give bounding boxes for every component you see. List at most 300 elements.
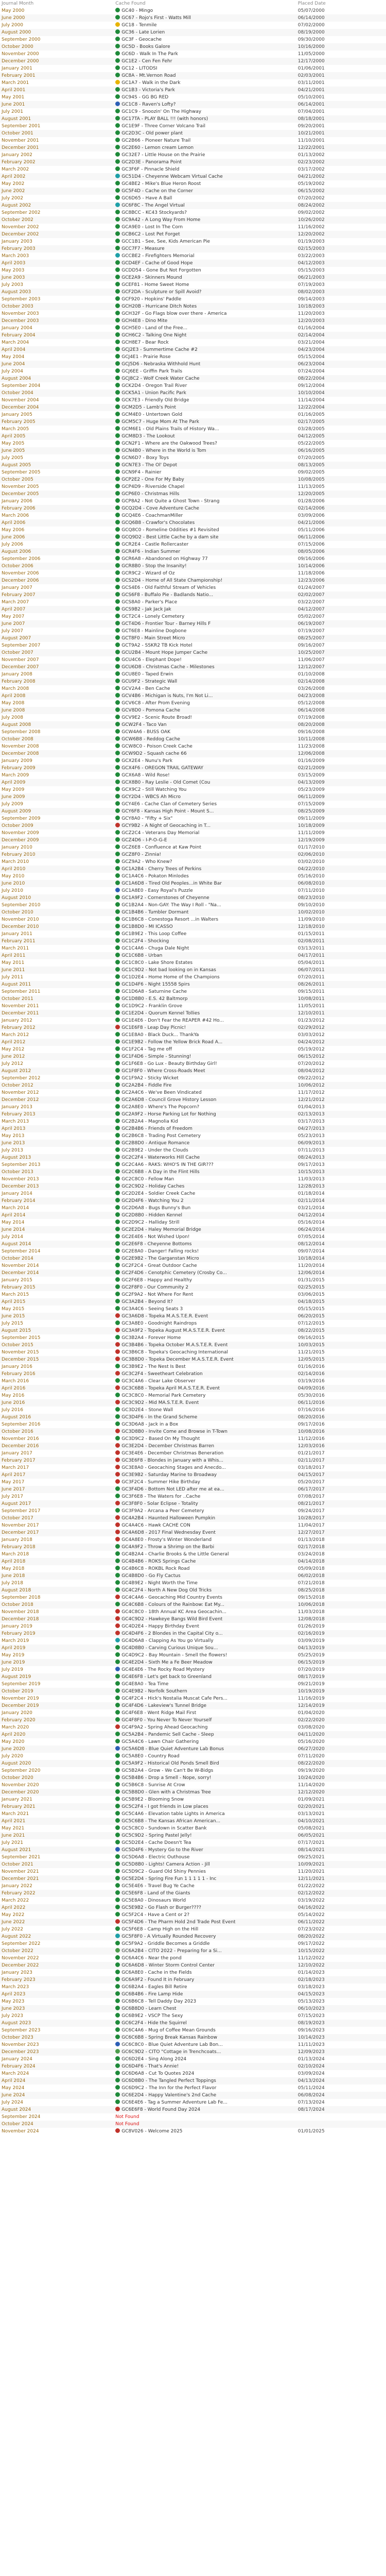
cache-name-link[interactable]: GCU9F2 - Strategic Wall <box>121 679 178 684</box>
cache-name-link[interactable]: GCH32F - Go Flags blow over there - America <box>121 311 227 316</box>
cache-name-link[interactable]: GC2C8C0 - Fellow Man <box>121 1177 174 1182</box>
cache-name-link[interactable]: GC3F4D6 - Bottom Not LED after me at ea... <box>121 1487 224 1492</box>
cache-name-link[interactable]: GCJ4E1 - Prairie Rose <box>121 354 171 360</box>
cache-name-link[interactable]: GC4D4F6 - 2 Blondes in the Capital City o... <box>121 1631 223 1636</box>
cache-name-link[interactable]: GC1A6D8 - Tired Old Peoples...in White Bar <box>121 881 222 886</box>
cache-name-link[interactable]: GC4A8E0 - Frosty's Winter Wonderland <box>121 1537 212 1543</box>
cache-name-link[interactable]: GC3A4C6 - Seeing Seats 3 <box>121 1307 183 1312</box>
cache-name-link[interactable]: GC1B9E2 - This Loop Coffee <box>121 931 187 937</box>
cache-name-link[interactable]: GC1B6C8 - Conestoga Resort ...in Walters <box>121 917 219 922</box>
cache-name-link[interactable]: GCP4D9 - Riverside Chapel <box>121 484 185 489</box>
cache-name-link[interactable]: GC5B4B6 - Drop a Smell - Nope, sorry! <box>121 1775 212 1781</box>
cache-name-link[interactable]: GCM6E1 - Old Plains Trails of History Wa... <box>121 427 219 432</box>
cache-name-link[interactable]: GC1C9 - Snoozin' On The Highway <box>121 109 202 114</box>
cache-name-link[interactable]: GC5B9E2 - Blooming Snow <box>121 1797 184 1802</box>
cache-found[interactable] <box>114 1984 296 1991</box>
cache-name-link[interactable]: GC2C9D2 - Holiday Caches <box>121 1184 185 1189</box>
cache-found[interactable] <box>114 1782 296 1789</box>
cache-name-link[interactable]: GC2C2F4 - Waterworks Hill Cache <box>121 1155 200 1160</box>
cache-name-link[interactable]: GC4A6D8 - 2017 Final Wednesday Event <box>121 1530 216 1535</box>
cache-name-link[interactable]: GCF920 - Hopkins' Paddle <box>121 297 182 302</box>
cache-name-link[interactable]: GC4B2A4 - Charlie Brooks & the Little General <box>121 1552 229 1557</box>
cache-found[interactable] <box>114 1587 296 1594</box>
cache-found[interactable] <box>114 1940 296 1947</box>
cache-name-link[interactable]: GCY4E6 - Cache Clan of Cemetery Series <box>121 802 217 807</box>
cache-name-link[interactable]: GCK7E3 - Friendly Old Bridge <box>121 398 189 403</box>
cache-name-link[interactable]: GCS6F8 - Buffalo Pie - Badlands Natio... <box>121 592 214 598</box>
cache-found[interactable] <box>114 1529 296 1536</box>
cache-name-link[interactable]: GC2B8D0 - Antique Romance <box>121 1141 190 1146</box>
cache-found[interactable] <box>114 793 296 801</box>
cache-found[interactable] <box>114 2027 296 2034</box>
cache-name-link[interactable]: GC5E8A0 - Dinosaurs World <box>121 1898 186 1903</box>
cache-found[interactable] <box>114 620 296 628</box>
cache-found[interactable] <box>114 397 296 404</box>
cache-found[interactable] <box>114 757 296 765</box>
cache-found[interactable] <box>114 289 296 296</box>
cache-found[interactable] <box>114 1313 296 1320</box>
cache-name-link[interactable]: GC4E4E6 - The Rocky Road Mystery <box>121 1667 205 1672</box>
cache-name-link[interactable]: GCB6C2 - Lost Pet Forget <box>121 232 180 237</box>
cache-name-link[interactable]: GCH8E7 - Bear Rock <box>121 340 169 345</box>
cache-name-link[interactable]: GC6E2D4 - Happy Valentine's 2nd Cache <box>121 2093 217 2098</box>
cache-found[interactable] <box>114 368 296 375</box>
cache-name-link[interactable]: GC3B2A4 - Forever Home <box>121 1335 181 1341</box>
cache-found[interactable] <box>114 1003 296 1010</box>
cache-name-link[interactable]: GC1E6F8 - Leap Day Picnic! <box>121 1025 186 1030</box>
cache-name-link[interactable]: GC4F4D6 - Lakeview's Tunnel Bridge <box>121 1703 206 1708</box>
cache-name-link[interactable]: GC1F9A2 - Sticky Wicket <box>121 1076 179 1081</box>
cache-name-link[interactable]: GC1F8F0 - Where Cross-Roads Meet <box>121 1069 205 1074</box>
cache-found[interactable] <box>114 296 296 303</box>
cache-name-link[interactable]: GC2B66 - Pioneer Nature Trail <box>121 138 191 143</box>
cache-name-link[interactable]: GC1D2E4 - Home Home of the Champions <box>121 975 220 980</box>
cache-name-link[interactable]: GCX9C2 - Still Watching You <box>121 787 187 792</box>
cache-found[interactable] <box>114 1486 296 1493</box>
cache-name-link[interactable]: GC3E9B2 - Saturday Marine to Broadway <box>121 1472 217 1478</box>
cache-found[interactable] <box>114 2099 296 2106</box>
cache-found[interactable] <box>114 1544 296 1551</box>
cache-found[interactable] <box>114 981 296 988</box>
cache-name-link[interactable]: GCU2B4 - Mount Hope Jumper Cache <box>121 650 208 655</box>
cache-name-link[interactable]: GC6D4F6 - That's Annie! <box>121 2064 179 2069</box>
cache-found[interactable] <box>114 433 296 440</box>
cache-name-link[interactable]: GCV4B6 - Michigan is Nuts, I'm Not Li... <box>121 693 213 699</box>
cache-found[interactable] <box>114 1969 296 1976</box>
cache-name-link[interactable]: GC5D - Books Galore <box>121 44 170 49</box>
cache-found[interactable] <box>114 1428 296 1435</box>
cache-found[interactable] <box>114 1883 296 1890</box>
cache-name-link[interactable]: GC4F9A2 - Spring Ahead Geocaching <box>121 1725 208 1730</box>
cache-found[interactable] <box>114 1774 296 1782</box>
cache-name-link[interactable]: GCS8A0 - Parker's Place <box>121 600 178 605</box>
cache-name-link[interactable]: GC4C9D2 - Hawkeye Bangs Wild Bird Event <box>121 1617 223 1622</box>
cache-name-link[interactable]: GC5A2B4 - Pandemic Sell Cache - Sleep <box>121 1732 214 1737</box>
cache-name-link[interactable]: GC4C4A6 - Geocaching Mid Country Events <box>121 1595 222 1600</box>
cache-name-link[interactable]: GC5D4F6 - Mystery Go to the River <box>121 1848 203 1853</box>
cache-found[interactable] <box>114 404 296 411</box>
cache-name-link[interactable]: GC2E6F8 - Cheyenne Bottoms <box>121 1242 192 1247</box>
cache-found[interactable] <box>114 1233 296 1241</box>
cache-found[interactable] <box>114 65 296 72</box>
cache-found[interactable] <box>114 1717 296 1724</box>
cache-name-link[interactable]: GC3B8D0 - Topeka December M.A.S.T.E.R. Event <box>121 1357 234 1362</box>
cache-name-link[interactable]: GC3F6F - Pinnacle Shield <box>121 167 180 172</box>
cache-found[interactable] <box>114 1197 296 1205</box>
cache-found[interactable] <box>114 447 296 454</box>
cache-found[interactable] <box>114 1334 296 1342</box>
cache-found[interactable] <box>114 29 296 36</box>
cache-found[interactable] <box>114 1500 296 1507</box>
cache-found[interactable] <box>114 815 296 822</box>
cache-name-link[interactable]: GCX8B0 - Ray Leslie - Old Comet (Cou <box>121 780 210 785</box>
cache-found[interactable] <box>114 58 296 65</box>
cache-name-link[interactable]: GCCBE2 - Firefighters Memorial <box>121 253 195 259</box>
cache-found[interactable] <box>114 1219 296 1226</box>
cache-found[interactable] <box>114 1342 296 1349</box>
cache-name-link[interactable]: GC5F9A2 - Griddle Becomes a Griddle <box>121 1941 210 1946</box>
cache-found[interactable] <box>114 548 296 555</box>
cache-found[interactable] <box>114 1190 296 1197</box>
cache-found[interactable] <box>114 519 296 527</box>
cache-name-link[interactable]: GC6C6B8 - Spring Break Kansas Rainbow <box>121 2035 217 2040</box>
cache-found[interactable] <box>114 700 296 707</box>
cache-found[interactable] <box>114 599 296 606</box>
cache-found[interactable] <box>114 1976 296 1984</box>
cache-found[interactable] <box>114 1789 296 1796</box>
cache-name-link[interactable]: GCA9E0 - Lost In The Corn <box>121 225 183 230</box>
cache-found[interactable] <box>114 101 296 108</box>
cache-name-link[interactable]: GC94S - GG BG RED <box>121 95 169 100</box>
cache-name-link[interactable]: GC9A42 - A Long Way From Home <box>121 217 201 223</box>
cache-found[interactable] <box>114 87 296 94</box>
cache-name-link[interactable]: GC3D6A8 - Jack in a Box <box>121 1422 179 1427</box>
cache-found[interactable] <box>114 1666 296 1673</box>
cache-found[interactable] <box>114 858 296 866</box>
cache-found[interactable] <box>114 1580 296 1587</box>
cache-name-link[interactable]: GCX4F6 - OREGON TRAIL GATEWAY <box>121 766 204 771</box>
cache-found[interactable] <box>114 1464 296 1471</box>
cache-found[interactable] <box>114 50 296 58</box>
cache-name-link[interactable]: GC5F4D - Cache on the Corner <box>121 189 193 194</box>
cache-found[interactable] <box>114 1760 296 1767</box>
cache-name-link[interactable]: GC3E4E6 - December Christmas Beneration <box>121 1451 224 1456</box>
cache-found[interactable] <box>114 1645 296 1652</box>
cache-name-link[interactable]: GCV9E2 - Scenic Route Broad! <box>121 715 192 720</box>
cache-found[interactable] <box>114 1616 296 1623</box>
cache-found[interactable] <box>114 1205 296 1212</box>
cache-name-link[interactable]: GC2D2E4 - Soldier Creek Cache <box>121 1191 196 1196</box>
cache-name-link[interactable]: GC51D4 - Cheyenne Webcam Virtual Cache <box>121 174 223 179</box>
cache-found[interactable] <box>114 851 296 858</box>
cache-name-link[interactable]: GCN2F1 - Where are the Oakwood Trees? <box>121 441 217 446</box>
cache-found[interactable] <box>114 173 296 180</box>
cache-found[interactable] <box>114 151 296 159</box>
cache-name-link[interactable]: GC3D2E4 - Stone Wall <box>121 1408 173 1413</box>
cache-name-link[interactable]: GC5B6C8 - Sunrise At Crow <box>121 1783 185 1788</box>
cache-found[interactable] <box>114 281 296 289</box>
cache-name-link[interactable]: GC6D65 - Have A Ball <box>121 196 172 201</box>
cache-name-link[interactable]: GC5A6D8 - Blue Quiet Adventure Lab Bonus <box>121 1747 224 1752</box>
cache-name-link[interactable]: GC8V026 - Welcome 2025 <box>121 2129 183 2134</box>
cache-name-link[interactable]: GC4E2D4 - Sixth Me a Fe Beer Meadow <box>121 1660 213 1665</box>
cache-found[interactable] <box>114 1681 296 1688</box>
cache-found[interactable] <box>114 2041 296 2048</box>
cache-found[interactable] <box>114 1825 296 1832</box>
cache-found[interactable] <box>114 1385 296 1392</box>
cache-name-link[interactable]: GC2E2D4 - Haley Memorial Bridge <box>121 1227 201 1232</box>
cache-name-link[interactable]: GC5D8B0 - Lights! Camera Action - Jill <box>121 1862 210 1867</box>
cache-name-link[interactable]: GC2D3E - Panorama Point <box>121 160 182 165</box>
cache-name-link[interactable]: GC3E2D4 - December Christmas Barren <box>121 1444 215 1449</box>
cache-found[interactable] <box>114 707 296 714</box>
cache-found[interactable] <box>114 22 296 29</box>
cache-found[interactable] <box>114 930 296 938</box>
cache-name-link[interactable]: GC5E6F8 - Land of the Giants <box>121 1891 190 1896</box>
cache-name-link[interactable]: GCM8D3 - The Lookout <box>121 434 175 439</box>
cache-found[interactable] <box>114 224 296 231</box>
cache-name-link[interactable]: GC5B8D0 - Glen with a Christmas Tree <box>121 1790 211 1795</box>
cache-name-link[interactable]: GC1C4A6 - Chuga Dale Night <box>121 946 189 951</box>
cache-found[interactable] <box>114 1248 296 1255</box>
cache-found[interactable] <box>114 1075 296 1082</box>
cache-name-link[interactable]: GC6D6A8 - Cut To Quotes 2024 <box>121 2071 195 2076</box>
cache-found[interactable] <box>114 137 296 144</box>
cache-name-link[interactable]: GC6D2E4 - Sing Along 2024 <box>121 2057 187 2062</box>
cache-name-link[interactable]: GC5F2C4 - Have a Cent or 2? <box>121 1912 190 1918</box>
cache-name-link[interactable]: GCP2E2 - One For My Baby <box>121 477 184 482</box>
cache-found[interactable] <box>114 736 296 743</box>
cache-found[interactable] <box>114 959 296 967</box>
cache-name-link[interactable]: GCJ2E3 - Summertime Cache #2 <box>121 347 198 352</box>
cache-name-link[interactable]: GC3A8E0 - Goodnight Raindrops <box>121 1321 197 1326</box>
cache-name-link[interactable]: GC2D8B0 - Hidden Kennel <box>121 1213 183 1218</box>
cache-found[interactable] <box>114 260 296 267</box>
cache-found[interactable] <box>114 714 296 721</box>
cache-name-link[interactable]: GC3C9D2 - Mid MA.S.T.E.R. Event <box>121 1400 199 1405</box>
cache-name-link[interactable]: GC4D2E4 - Happy Birthday Event <box>121 1624 200 1629</box>
cache-name-link[interactable]: GCM4E0 - Untertown Gold <box>121 412 183 417</box>
cache-name-link[interactable]: GC6D9C2 - The Inn for the Perfect Flavor <box>121 2086 217 2091</box>
cache-found[interactable] <box>114 721 296 728</box>
cache-name-link[interactable]: GC32E7 - Little House on the Prairie <box>121 152 205 158</box>
cache-name-link[interactable]: GC3E6F8 - Blondes in January with a Whis... <box>121 1458 224 1463</box>
cache-name-link[interactable]: GC2E60 - Lemon cream Lemon <box>121 145 194 150</box>
cache-name-link[interactable]: GC3F2C4 - Summer Hike Birthday <box>121 1480 200 1485</box>
cache-name-link[interactable]: GC6C4A6 - Mug of Coffee Mean Grounds <box>121 2028 216 2033</box>
cache-found[interactable] <box>114 1118 296 1125</box>
cache-found[interactable] <box>114 1955 296 1962</box>
cache-name-link[interactable]: GCN9F4 - Rainier <box>121 470 162 475</box>
cache-name-link[interactable]: GCS9B2 - Jak Jack Jak <box>121 607 171 612</box>
cache-found[interactable] <box>114 916 296 923</box>
cache-name-link[interactable]: GC2D6A8 - Bugs Bunny's Bun <box>121 1206 191 1211</box>
cache-name-link[interactable]: GC6F8C - The Angel Virtual <box>121 203 185 208</box>
cache-name-link[interactable]: GC5D9C2 - Guard Old Shiny Pennies <box>121 1869 206 1874</box>
cache-found[interactable] <box>114 743 296 750</box>
cache-name-link[interactable]: GC4A9F2 - Throw a Shrimp on the Barbi <box>121 1545 215 1550</box>
cache-name-link[interactable]: GCC1B1 - See, See, Kids American Pie <box>121 239 210 244</box>
cache-name-link[interactable]: GC18 - Tenmile <box>121 23 157 28</box>
cache-name-link[interactable]: GCN4B0 - Where in the World is Tom <box>121 448 206 453</box>
cache-found[interactable] <box>114 1846 296 1854</box>
cache-name-link[interactable]: GC3E8A0 - Geocaching Stages and Anecdo... <box>121 1465 226 1470</box>
cache-name-link[interactable]: GC2D4F6 - Watching You 2 <box>121 1198 184 1204</box>
cache-found[interactable] <box>114 1933 296 1940</box>
cache-name-link[interactable]: GC6B9E2 - VSCP The Sexy <box>121 2013 183 2019</box>
cache-name-link[interactable]: GCR6A8 - Abandoned on Highway 77 <box>121 556 208 562</box>
cache-name-link[interactable]: GC5D6A8 - Electric Outhouse <box>121 1855 190 1860</box>
cache-name-link[interactable]: GCY6F8 - Kansas High Point - Mount S... <box>121 809 214 814</box>
cache-found[interactable] <box>114 1897 296 1904</box>
cache-found[interactable] <box>114 339 296 346</box>
cache-name-link[interactable]: GC1E4E6 - Don't Fear the REAPER #42 Ho... <box>121 1018 224 1023</box>
cache-name-link[interactable]: GC1C8C0 - Lake Shore Estates <box>121 960 193 965</box>
cache-name-link[interactable]: GCW6B8 - Reddog Cache <box>121 737 180 742</box>
cache-found[interactable] <box>114 1767 296 1774</box>
cache-found[interactable] <box>114 1255 296 1262</box>
cache-name-link[interactable]: GC4D8B0 - Carving Curious Unique Sou... <box>121 1646 218 1651</box>
cache-name-link[interactable]: GC2D3C - Old power plant <box>121 131 183 136</box>
cache-name-link[interactable]: GC1B8D0 - MI ICASSO <box>121 924 173 929</box>
cache-name-link[interactable]: GCT8F0 - Main Street Micro <box>121 636 185 641</box>
cache-name-link[interactable]: GC1A7 - Walk in the Dark <box>121 80 181 86</box>
cache-name-link[interactable]: GCN6D7 - Boxy Toys <box>121 455 169 461</box>
cache-name-link[interactable]: GC2E8A0 - Danger! Falling rocks! <box>121 1249 199 1254</box>
cache-found[interactable] <box>114 786 296 793</box>
cache-found[interactable] <box>114 1457 296 1464</box>
cache-name-link[interactable]: GC2B9E2 - Under the Clouds <box>121 1148 188 1153</box>
cache-name-link[interactable]: GC4BE2 - Mike's Blue Heron Roost <box>121 181 201 187</box>
cache-found[interactable] <box>114 1096 296 1104</box>
cache-found[interactable] <box>114 1443 296 1450</box>
cache-found[interactable] <box>114 1875 296 1883</box>
cache-found[interactable] <box>114 2020 296 2027</box>
cache-name-link[interactable]: GCR9C2 - Wizard of Oz <box>121 571 175 576</box>
cache-found[interactable] <box>114 245 296 252</box>
cache-found[interactable] <box>114 1572 296 1580</box>
cache-name-link[interactable]: GC2B4B6 - Friends of Freedom <box>121 1126 192 1131</box>
cache-found[interactable] <box>114 476 296 483</box>
cache-found[interactable] <box>114 94 296 101</box>
cache-found[interactable] <box>114 1890 296 1897</box>
cache-found[interactable] <box>114 1414 296 1421</box>
cache-found[interactable] <box>114 1082 296 1089</box>
cache-name-link[interactable]: GCT6E8 - Mainline Dogbone <box>121 629 187 634</box>
cache-found[interactable] <box>114 1104 296 1111</box>
cache-found[interactable] <box>114 1479 296 1486</box>
cache-found[interactable] <box>114 1421 296 1428</box>
cache-found[interactable] <box>114 613 296 620</box>
cache-found[interactable] <box>114 1370 296 1378</box>
cache-name-link[interactable]: GC2A8E0 - Where's The Popcorn? <box>121 1105 200 1110</box>
cache-name-link[interactable]: GC2B6C8 - Trading Post Cemetery <box>121 1133 201 1139</box>
cache-found[interactable] <box>114 945 296 952</box>
cache-found[interactable] <box>114 1291 296 1298</box>
cache-name-link[interactable]: GC6B4B6 - Fire Lamp Hide <box>121 1992 183 1997</box>
cache-found[interactable] <box>114 1125 296 1132</box>
cache-name-link[interactable]: GCH4E8 - Dino Mite <box>121 318 168 324</box>
cache-name-link[interactable]: GCD4EF - Cache of Good Hope <box>121 261 193 266</box>
cache-name-link[interactable]: GCY9B2 - A Night of Geocaching in T... <box>121 823 211 828</box>
cache-name-link[interactable]: GC3C4A6 - Clear Lake Observer <box>121 1379 196 1384</box>
cache-name-link[interactable]: GCJ5D6 - Nebraska Withhold Hunt <box>121 362 201 367</box>
cache-found[interactable] <box>114 1991 296 1998</box>
cache-name-link[interactable]: GCQ4E6 - CoachmanMiller <box>121 513 183 518</box>
cache-found[interactable] <box>114 498 296 505</box>
cache-name-link[interactable]: GCR4F6 - Indian Summer <box>121 549 181 554</box>
cache-name-link[interactable]: GC6A8E0 - Cache in the Fields <box>121 1970 192 1975</box>
cache-name-link[interactable]: GC4E6F8 - Let's get back to Greenland <box>121 1674 212 1680</box>
cache-found[interactable] <box>114 995 296 1003</box>
cache-found[interactable] <box>114 2106 296 2113</box>
cache-found[interactable] <box>114 1818 296 1825</box>
cache-found[interactable] <box>114 1046 296 1053</box>
cache-found[interactable] <box>114 988 296 995</box>
cache-found[interactable] <box>114 1911 296 1919</box>
cache-name-link[interactable]: GC6E4E6 - Tag a Summer Adventure Lab Fe... <box>121 2100 227 2105</box>
cache-name-link[interactable]: GC4C8C0 - 18th Annual KC Area Geocachin... <box>121 1609 227 1615</box>
cache-found[interactable] <box>114 1861 296 1868</box>
cache-name-link[interactable]: GCM2D5 - Lamb's Point <box>121 405 177 410</box>
cache-found[interactable] <box>114 426 296 433</box>
cache-found[interactable] <box>114 765 296 772</box>
cache-found[interactable] <box>114 462 296 469</box>
cache-name-link[interactable]: GC5C2F4 - I got friends in Low places <box>121 1804 208 1809</box>
cache-found[interactable] <box>114 1154 296 1161</box>
cache-found[interactable] <box>114 1320 296 1327</box>
cache-found[interactable] <box>114 2092 296 2099</box>
cache-name-link[interactable]: GC1E2 - Cen Fen Fehr <box>121 59 172 64</box>
cache-name-link[interactable]: GC5E2D4 - Spring Fire Fun 1 1 1 1 1 - Inc <box>121 1876 217 1882</box>
cache-found[interactable] <box>114 1378 296 1385</box>
cache-found[interactable] <box>114 2077 296 2084</box>
cache-found[interactable] <box>114 1630 296 1637</box>
cache-found[interactable] <box>114 1673 296 1681</box>
cache-found[interactable] <box>114 310 296 317</box>
cache-name-link[interactable]: GC2F2C4 - Great Outdoor Cache <box>121 1263 197 1268</box>
cache-name-link[interactable]: GC3A6D8 - Topeka M.A.S.T.E.R. Event <box>121 1314 208 1319</box>
cache-name-link[interactable]: GCK5A1 - Union Pacific Park <box>121 391 186 396</box>
cache-found[interactable] <box>114 202 296 209</box>
cache-found[interactable] <box>114 317 296 325</box>
cache-name-link[interactable]: GC6E6F8 - World Found Day 2024 <box>121 2107 201 2112</box>
cache-found[interactable] <box>114 527 296 534</box>
cache-name-link[interactable]: GC3F8F0 - Solar Eclipse - Totality <box>121 1501 198 1506</box>
cache-found[interactable] <box>114 483 296 490</box>
cache-found[interactable] <box>114 512 296 519</box>
cache-found[interactable] <box>114 1724 296 1731</box>
cache-found[interactable] <box>114 1904 296 1911</box>
cache-found[interactable] <box>114 505 296 512</box>
cache-found[interactable] <box>114 728 296 736</box>
cache-name-link[interactable]: GC1C8 - Raven's Lofty? <box>121 102 176 107</box>
cache-found[interactable] <box>114 1392 296 1399</box>
cache-name-link[interactable]: GC5C8C0 - Sundown in Scatter Bank <box>121 1826 207 1831</box>
cache-found[interactable] <box>114 1017 296 1024</box>
cache-found[interactable] <box>114 844 296 851</box>
cache-found[interactable] <box>114 1637 296 1645</box>
cache-found[interactable] <box>114 1161 296 1168</box>
cache-found[interactable] <box>114 209 296 216</box>
cache-name-link[interactable]: GCY2D4 - WBCS Ah Micro <box>121 794 181 800</box>
cache-name-link[interactable]: GC5F6E8 - Camp High on the Hill <box>121 1927 199 1932</box>
cache-name-link[interactable]: GCP8A2 - Not Quite a Ghost Town - Strang <box>121 499 220 504</box>
cache-name-link[interactable]: GCW9D2 - Squash cache 66 <box>121 751 187 756</box>
cache-found[interactable] <box>114 678 296 685</box>
cache-found[interactable] <box>114 1226 296 1233</box>
cache-found[interactable] <box>114 534 296 541</box>
